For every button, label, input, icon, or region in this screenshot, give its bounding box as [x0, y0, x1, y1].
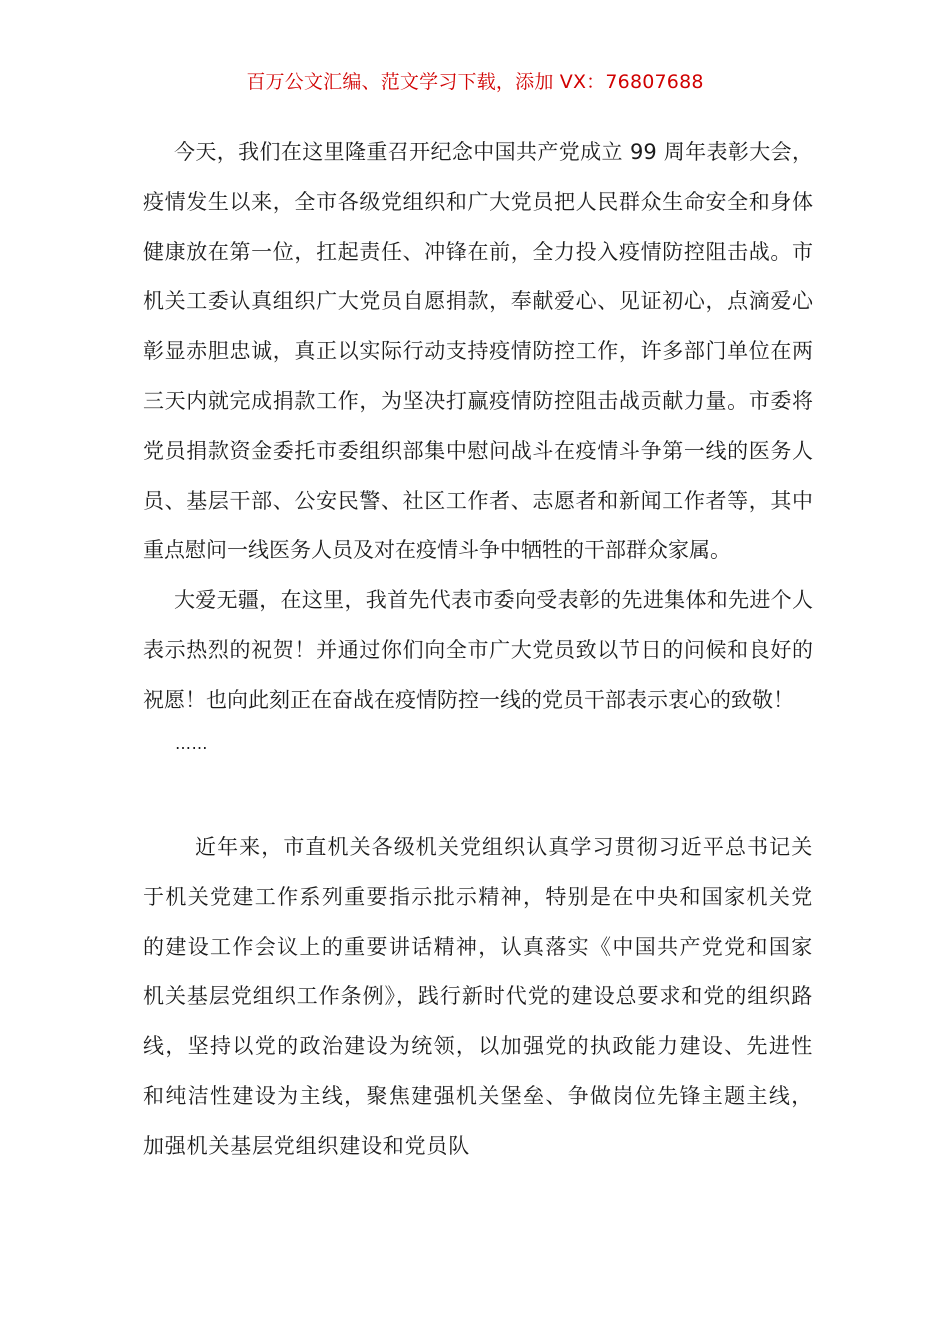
page-header-watermark: 百万公文汇编、范文学习下载，添加 VX：76807688: [246, 71, 704, 93]
paragraph-congratulations: 大爱无疆，在这里，我首先代表市委向受表彰的先进集体和先进个人表示热烈的祝贺！并通过你们向全市广大党员致以节日的问候和良好的祝愿！也向此刻正在奋战在疫情防控一线的党员干部表示衷心的致敬！: [143, 588, 813, 712]
speech-section-1: [143, 128, 813, 726]
paragraph-party-building: 近年来，市直机关各级机关党组织认真学习贯彻习近平总书记关于机关党建工作系列重要指示批示精神，特别是在中央和国家机关党的建设工作会议上的重要讲话精神，认真落实《中国共产党党和国家机关基层党组织工作条例》，践行新时代党的建设总要求和党的组织路线，坚持以党的政治建设为统领，以加强党的执政能力建设、先进性和纯洁性建设为主线，聚焦建强机关堡垒、争做岗位先锋主题主线，加强机关基层党组织建设和党员队: [143, 835, 813, 1158]
speech-section-2: [143, 823, 813, 1172]
paragraph-epidemic-donation: 今天，我们在这里隆重召开纪念中国共产党成立 99 周年表彰大会，疫情发生以来，全市各级党组织和广大党员把人民群众生命安全和身体健康放在第一位，扛起责任、冲锋在前，全力投入疫情防控阻击战。市机关工委认真组织广大党员自愿捐款，奉献爱心、见证初心，点滴爱心彰显赤胆忠诚，真正以实际行动支持疫情防控工作，许多部门单位在两三天内就完成捐款工作，为坚决打赢疫情防控阻击战贡献力量。市委将党员捐款资金委托市委组织部集中慰问战斗在疫情斗争第一线的医务人员、基层干部、公安民警、社区工作者、志愿者和新闻工作者等，其中重点慰问一线医务人员及对在疫情斗争中牺牲的干部群众家属。: [143, 140, 813, 563]
ellipsis-marker: ……: [175, 734, 208, 753]
